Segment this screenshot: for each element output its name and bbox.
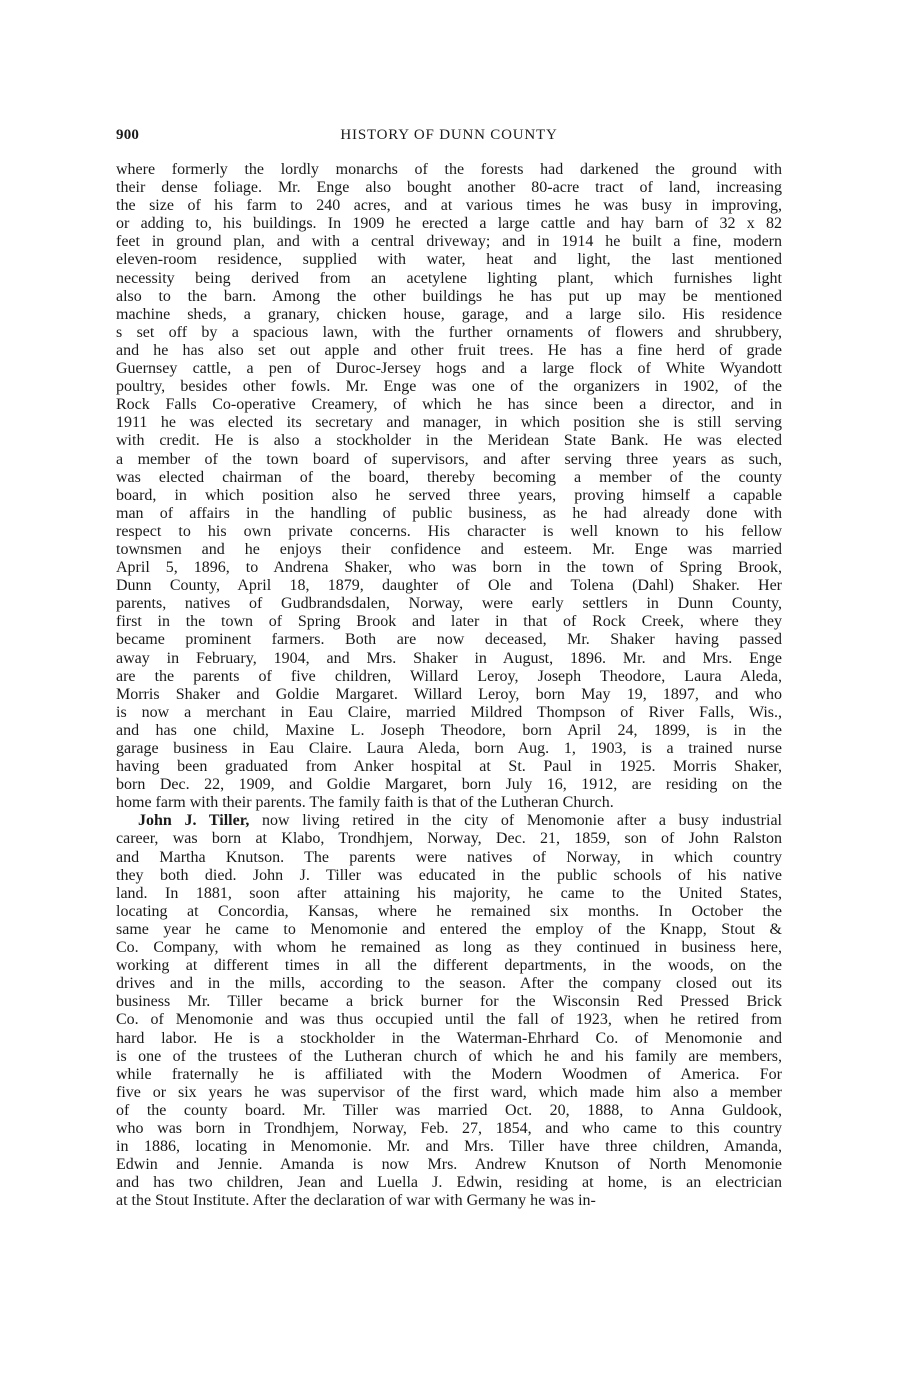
text-line: drives and in the mills, according to the season. After the company closed out its — [116, 975, 782, 993]
text-line: a member of the town board of supervisors, and after serving three years as such, — [116, 450, 782, 468]
text-line: Morris Shaker and Goldie Margaret. Willard Leroy, born May 19, 1897, and who — [116, 685, 782, 703]
text-line: was elected chairman of the board, thereby becoming a member of the county — [116, 468, 782, 486]
text-line: hard labor. He is a stockholder in the Waterman-Ehrhard Co. of Menomonie and — [116, 1029, 782, 1047]
text-line: Dunn County, April 18, 1879, daughter of Ole and Tolena (Dahl) Shaker. Her — [116, 577, 782, 595]
running-head: HISTORY OF DUNN COUNTY — [340, 127, 558, 143]
body-text — [116, 161, 782, 1210]
text-line: born Dec. 22, 1909, and Goldie Margaret, born July 16, 1912, are residing on the — [116, 776, 782, 794]
text-line: first in the town of Spring Brook and later in that of Rock Creek, where they — [116, 613, 782, 631]
text-line: Guernsey cattle, a pen of Duroc-Jersey hogs and a large flock of White Wyandott — [116, 360, 782, 378]
text-line: became prominent farmers. Both are now deceased, Mr. Shaker having passed — [116, 631, 782, 649]
text-line: Rock Falls Co-operative Creamery, of which he has since been a director, and in — [116, 396, 782, 414]
text-line: necessity being derived from an acetylene lighting plant, which furnishes light — [116, 269, 782, 287]
text-line: April 5, 1896, to Andrena Shaker, who was born in the town of Spring Brook, — [116, 559, 782, 577]
text-line: they both died. John J. Tiller was educated in the public schools of his native — [116, 866, 782, 884]
text-line — [116, 812, 782, 830]
text-line: career, was born at Klabo, Trondhjem, Norway, Dec. 21, 1859, son of John Ralston — [116, 830, 782, 848]
text-line: away in February, 1904, and Mrs. Shaker in August, 1896. Mr. and Mrs. Enge — [116, 649, 782, 667]
text-line: working at different times in all the different departments, in the woods, on the — [116, 957, 782, 975]
text-line: is now a merchant in Eau Claire, married Mildred Thompson of River Falls, Wis., — [116, 703, 782, 721]
text-line: five or six years he was supervisor of the first ward, which made him also a member — [116, 1083, 782, 1101]
text-line: locating at Concordia, Kansas, where he remained six months. In October the — [116, 902, 782, 920]
text-line: garage business in Eau Claire. Laura Aleda, born Aug. 1, 1903, is a trained nurse — [116, 740, 782, 757]
text-line: land. In 1881, soon after attaining his majority, he came to the United States, — [116, 884, 782, 902]
text-line: and has one child, Maxine L. Joseph Theodore, born April 24, 1899, is in the — [116, 721, 782, 739]
text-line: 1911 he was elected its secretary and manager, in which position she is still serving — [116, 414, 782, 432]
text-line: is one of the trustees of the Lutheran church of which he and his family are members, — [116, 1047, 782, 1065]
text-line: at the Stout Institute. After the declaration of war with Germany he was in- — [116, 1192, 596, 1210]
text-line: feet in ground plan, and with a central driveway; and in 1914 he built a fine, modern — [116, 233, 782, 251]
text-line: having been graduated from Anker hospital at St. Paul in 1925. Morris Shaker, — [116, 758, 782, 776]
text-line: also to the barn. Among the other buildings he has put up may be mentioned — [116, 287, 782, 305]
text-line: townsmen and he enjoys their confidence and esteem. Mr. Enge was married — [116, 540, 782, 558]
paragraph — [116, 812, 782, 1210]
text-line: Edwin and Jennie. Amanda is now Mrs. Andrew Knutson of North Menomonie — [116, 1156, 782, 1174]
text-line: machine sheds, a granary, chicken house, garage, and a large silo. His residence — [116, 305, 782, 323]
text-line: board, in which position also he served three years, proving himself a capable — [116, 486, 782, 504]
text-line: respect to his own private concerns. His character is well known to his fellow — [116, 522, 782, 540]
text-line: in 1886, locating in Menomonie. Mr. and Mrs. Tiller have three children, Amanda, — [116, 1138, 782, 1156]
text-line: same year he came to Menomonie and entered the employ of the Knapp, Stout & — [116, 920, 782, 938]
line-text: now living retired in the city of Menomonie after a busy industrial — [249, 812, 783, 830]
text-line: Co. of Menomonie and was thus occupied until the fall of 1923, when he retired from — [116, 1011, 782, 1029]
text-line: their dense foliage. Mr. Enge also bought another 80-acre tract of land, increasing — [116, 179, 782, 197]
biography-name: John J. Tiller, — [138, 812, 250, 830]
paragraph — [116, 161, 782, 812]
text-line: eleven-room residence, supplied with water, heat and light, the last mentioned — [116, 251, 782, 269]
text-line: parents, natives of Gudbrandsdalen, Norway, were early settlers in Dunn County, — [116, 595, 782, 613]
text-line: Co. Company, with whom he remained as long as they continued in business here, — [116, 939, 782, 957]
text-line: are the parents of five children, Willard Leroy, Joseph Theodore, Laura Aleda, — [116, 667, 782, 685]
text-line: s set off by a spacious lawn, with the further ornaments of flowers and shrubbery, — [116, 323, 782, 341]
text-line: the size of his farm to 240 acres, and at various times he was busy in improving, — [116, 197, 782, 215]
text-line: where formerly the lordly monarchs of the forests had darkened the ground with — [116, 161, 782, 178]
text-line: of the county board. Mr. Tiller was married Oct. 20, 1888, to Anna Guldook, — [116, 1101, 782, 1119]
text-line: and has two children, Jean and Luella J. Edwin, residing at home, is an electrician — [116, 1174, 782, 1192]
text-line: poultry, besides other fowls. Mr. Enge was one of the organizers in 1902, of the — [116, 378, 782, 396]
text-line: or adding to, his buildings. In 1909 he erected a large cattle and hay barn of 32 x 82 — [116, 215, 782, 233]
text-line: business Mr. Tiller became a brick burner for the Wisconsin Red Pressed Brick — [116, 993, 782, 1011]
page-header — [116, 127, 782, 147]
text-line: with credit. He is also a stockholder in the Meridean State Bank. He was elected — [116, 432, 782, 450]
page-number: 900 — [116, 127, 140, 143]
text-line: while fraternally he is affiliated with the Modern Woodmen of America. For — [116, 1065, 782, 1083]
text-line: home farm with their parents. The family faith is that of the Lutheran Church. — [116, 794, 614, 812]
text-line: and he has also set out apple and other fruit trees. He has a fine herd of grade — [116, 341, 782, 359]
text-line: and Martha Knutson. The parents were natives of Norway, in which country — [116, 848, 782, 866]
text-line: who was born in Trondhjem, Norway, Feb. 27, 1854, and who came to this country — [116, 1119, 782, 1137]
text-line: man of affairs in the handling of public business, as he had already done with — [116, 504, 782, 522]
